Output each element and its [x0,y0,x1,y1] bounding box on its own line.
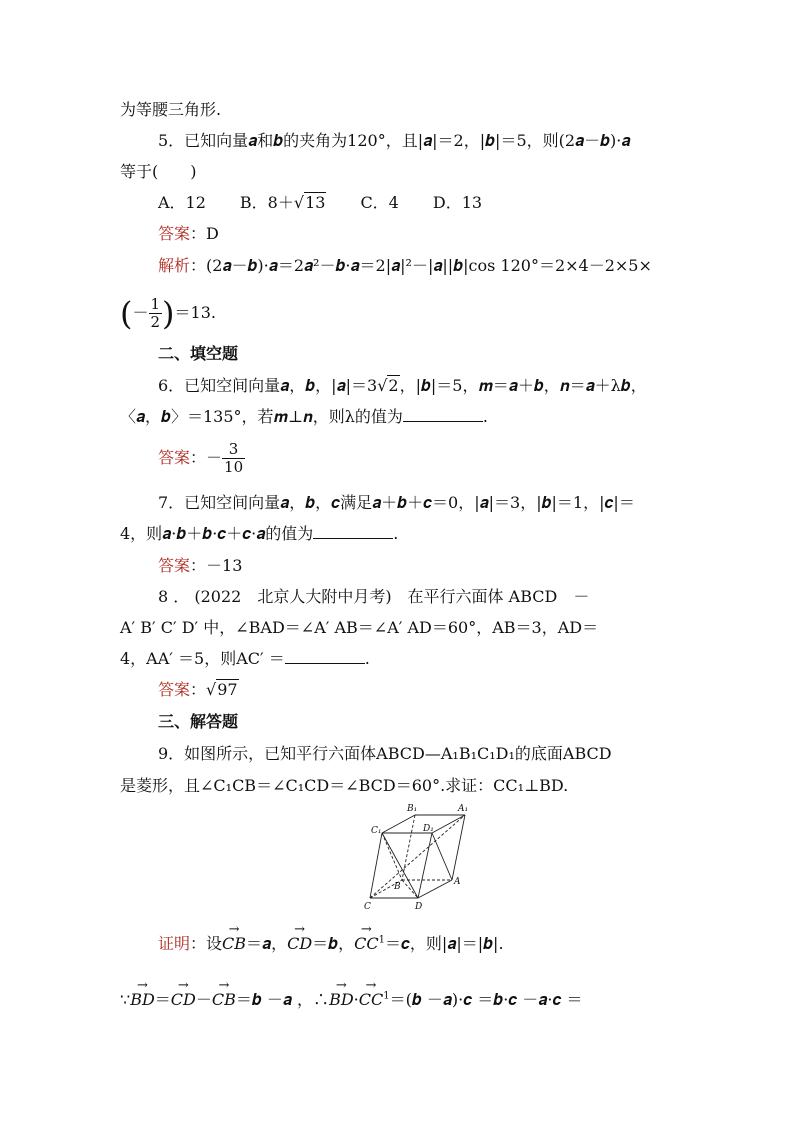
vector-bd: → BD [329,982,354,1008]
vector-cb: → CB [222,926,246,952]
edge-a1d1 [432,815,465,833]
vector-cb: → CB [212,982,236,1008]
edge-d1d [418,833,432,898]
fraction: $\frac{1}{2}$ [150,295,161,331]
label-b1: B₁ [407,804,418,814]
label-c: C [364,902,371,912]
vector-cd: → CD [287,926,312,952]
vector-cc1: → CC [359,982,383,1008]
q5-analysis-line2: (－ $\frac{1}{2}$ )＝13. [120,294,216,333]
diag-c1b [382,833,402,880]
q5-choice-a: A．12 [158,193,206,212]
edge-c1b1 [382,815,415,833]
q6-stem-line1: 6．已知空间向量𝒂，𝒃，|𝒂|＝3√2，|𝒃|＝5，𝒎＝𝒂＋𝒃，𝒏＝𝒂＋λ𝒃， [158,376,647,395]
q7-answer: 答案：－13 [158,556,243,575]
answer-label: 答案 [158,224,191,243]
q5-choice-c: C．4 [360,193,399,212]
q5-stem-line2: 等于( ) [120,162,197,181]
q6-answer: 答案：－ $\frac{3}{10}$ [158,440,244,476]
label-a: A [454,877,461,887]
answer-label: 答案 [158,556,191,575]
q5-answer: 答案：D [158,224,219,243]
q8-stem-line3: 4，AA′ ＝5，则AC′ ＝ . [120,649,370,668]
analysis-label: 解析 [158,256,191,275]
label-d1: D₁ [423,824,434,834]
q6-stem-line2: 〈𝒂，𝒃〉＝135°，若𝒎⊥𝒏，则λ的值为 . [120,407,488,426]
section-solution-title: 三、解答题 [158,712,239,731]
label-d: D [415,902,423,912]
q5-choice-b: B．8＋√13 [239,193,326,212]
answer-label: 答案 [158,680,191,699]
label-c1: C₁ [371,826,382,836]
q5-analysis-line1: 解析：(2𝒂－𝒃)·𝒂＝2𝒂²－𝒃·𝒂＝2|𝒂|²－|𝒂||𝒃|cos 120°＝2×4－2×5× [158,256,652,275]
edge-c1c [370,833,382,898]
vector-cd: → CD [171,982,196,1008]
q9-stem-line2: 是菱形，且∠C₁CB＝∠C₁CD＝∠BCD＝60°.求证：CC₁⊥BD. [120,776,569,795]
q9-stem-line1: 9．如图所示，已知平行六面体ABCD—A₁B₁C₁D₁的底面ABCD [158,744,612,763]
fraction: $\frac{3}{10}$ [224,440,244,476]
q5-stem-line1: 5．已知向量𝒂和𝒃的夹角为120°，且|𝒂|＝2，|𝒃|＝5，则(2𝒂－𝒃)·𝒂 [158,131,631,150]
q8-answer: 答案：√97 [158,680,238,699]
label-a1: A₁ [458,804,469,814]
parallelepiped-figure [360,800,470,915]
diag-ca1 [370,815,465,898]
answer-blank[interactable] [285,649,365,664]
vector-cc1: → CC [354,926,378,952]
answer-blank[interactable] [403,407,483,422]
proof-label: 证明 [158,934,191,953]
q9-proof-line2: ∵→ BD＝→ CD－→ CB＝𝒃 －𝒂 ，∴→ $BD\cdot\to CC^1=(𝒃$ －𝒂)·𝒄 ＝𝒃·𝒄 －𝒂·𝒄 ＝ [120,982,582,1013]
vector-bd: → BD [130,982,155,1008]
section-fill-in-title: 二、填空题 [158,344,239,363]
continuation-text: 为等腰三角形. [120,100,222,119]
q9-proof-line1: 证明：设→ CB＝𝒂，→ CD＝𝒃，→ $CC^1=𝒄$，则|𝒂|＝|𝒃|. [158,926,504,957]
q7-stem-line1: 7．已知空间向量𝒂，𝒃，𝒄满足𝒂＋𝒃＋𝒄＝0，|𝒂|＝3，|𝒃|＝1，|𝒄|＝ [158,493,635,512]
q8-stem-line1: 8 ． (2022 北京人大附中月考) 在平行六面体 ABCD － [158,587,590,606]
diag-d1a [432,833,452,880]
edge-b1b [402,815,415,880]
answer-label: 答案 [158,448,191,467]
q5-choice-d: D．13 [432,193,483,212]
q5-choices [158,193,482,213]
edge-da [418,880,452,898]
answer-blank[interactable] [313,524,393,539]
q7-stem-line2: 4，则𝒂·𝒃＋𝒃·𝒄＋𝒄·𝒂的值为 . [120,524,399,543]
q8-stem-line2: A′ B′ C′ D′ 中，∠BAD＝∠A′ AB＝∠A′ AD＝60°，AB＝3，AD＝ [120,618,599,637]
label-b: B [394,882,401,892]
